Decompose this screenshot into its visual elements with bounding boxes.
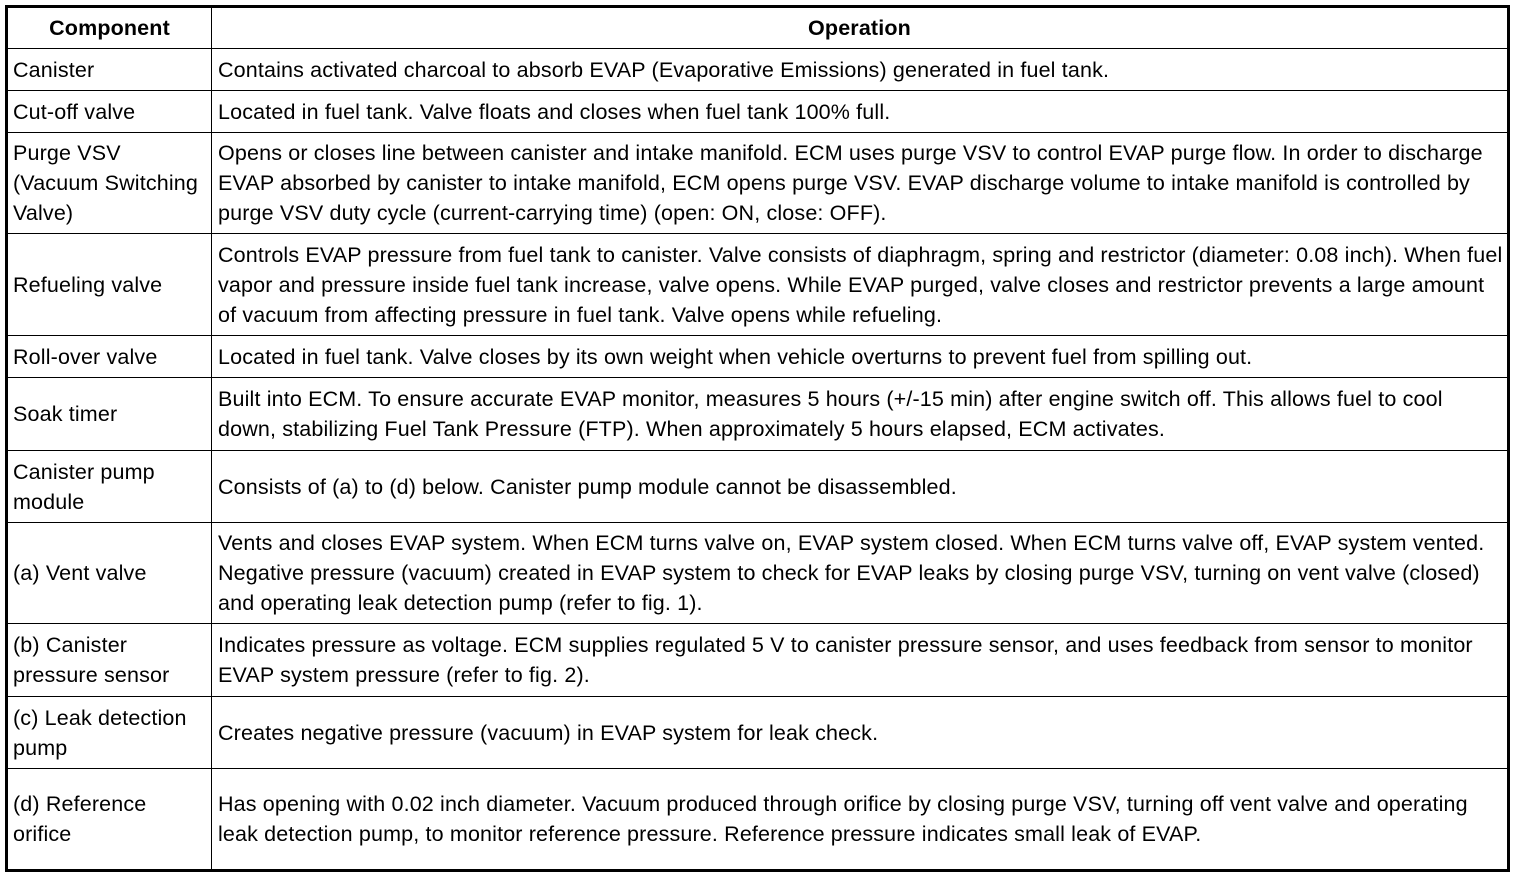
table-row [7,769,1509,871]
evap-component-table-wrapper [5,5,1507,872]
component-cell: Purge VSV (Vacuum Switching Valve) [7,133,212,234]
component-cell: (c) Leak detection pump [7,697,212,769]
table-row [7,49,1509,91]
table-row [7,697,1509,769]
table-row [7,133,1509,234]
operation-cell: Located in fuel tank. Valve closes by its own weight when vehicle overturns to prevent fuel from spilling out. [212,336,1509,378]
table-row [7,624,1509,697]
component-cell: (d) Reference orifice [7,769,212,871]
operation-cell: Vents and closes EVAP system. When ECM turns valve on, EVAP system closed. When ECM turns valve off, EVAP system vented. Negative pressure (vacuum) created in EVAP system to check for EVAP leaks by closing purge VSV, turning on vent valve (closed) and operating leak detection pump (refer to fig. 1). [212,523,1509,624]
component-cell: Soak timer [7,378,212,451]
operation-cell: Contains activated charcoal to absorb EVAP (Evaporative Emissions) generated in fuel tank. [212,49,1509,91]
operation-cell: Built into ECM. To ensure accurate EVAP monitor, measures 5 hours (+/-15 min) after engine switch off. This allows fuel to cool down, stabilizing Fuel Tank Pressure (FTP). When approximately 5 hours elapsed, ECM activates. [212,378,1509,451]
component-cell: (a) Vent valve [7,523,212,624]
header-operation: Operation [212,7,1509,49]
table-header-row [7,7,1509,49]
component-cell: Canister [7,49,212,91]
operation-cell: Creates negative pressure (vacuum) in EVAP system for leak check. [212,697,1509,769]
component-cell: Refueling valve [7,234,212,336]
operation-cell: Consists of (a) to (d) below. Canister pump module cannot be disassembled. [212,451,1509,523]
table-row [7,234,1509,336]
operation-cell: Opens or closes line between canister and intake manifold. ECM uses purge VSV to control EVAP purge flow. In order to discharge EVAP absorbed by canister to intake manifold, ECM opens purge VSV. EVAP discharge volume to intake manifold is controlled by purge VSV duty cycle (current-carrying time) (open: ON, close: OFF). [212,133,1509,234]
table-row [7,336,1509,378]
operation-cell: Controls EVAP pressure from fuel tank to canister. Valve consists of diaphragm, spring and restrictor (diameter: 0.08 inch). When fuel vapor and pressure inside fuel tank increase, valve opens. While EVAP purged, valve closes and restrictor prevents a large amount of vacuum from affecting pressure in fuel tank. Valve opens while refueling. [212,234,1509,336]
component-cell: Cut-off valve [7,91,212,133]
component-cell: Canister pump module [7,451,212,523]
component-cell: Roll-over valve [7,336,212,378]
operation-cell: Indicates pressure as voltage. ECM supplies regulated 5 V to canister pressure sensor, and uses feedback from sensor to monitor EVAP system pressure (refer to fig. 2). [212,624,1509,697]
table-row [7,451,1509,523]
table-row [7,91,1509,133]
header-component: Component [7,7,212,49]
table-row [7,378,1509,451]
evap-component-table [5,5,1510,872]
operation-cell: Has opening with 0.02 inch diameter. Vacuum produced through orifice by closing purge VSV, turning off vent valve and operating leak detection pump, to monitor reference pressure. Reference pressure indicates small leak of EVAP. [212,769,1509,871]
operation-cell: Located in fuel tank. Valve floats and closes when fuel tank 100% full. [212,91,1509,133]
table-row [7,523,1509,624]
component-cell: (b) Canister pressure sensor [7,624,212,697]
